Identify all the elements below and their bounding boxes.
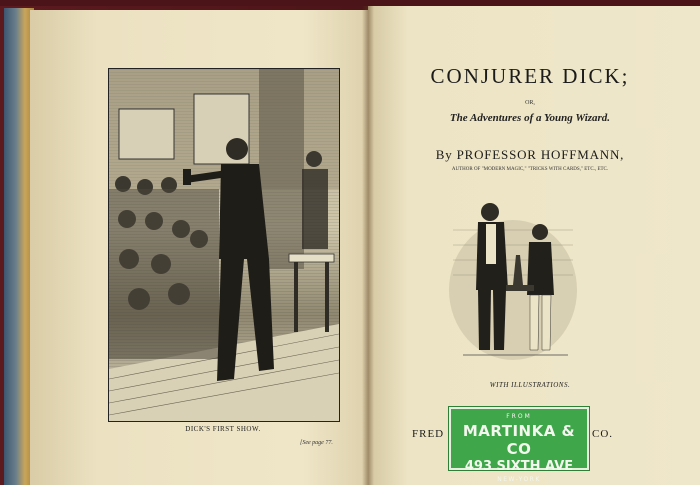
frontispiece-caption: DICK'S FIRST SHOW. [185, 425, 261, 433]
illustrations-note: WITH ILLUSTRATIONS. [489, 381, 571, 389]
page-reference: [See page 77. [300, 440, 333, 446]
title-conjunction: OR, [525, 100, 535, 106]
frontispiece-engraving [108, 68, 340, 422]
book-author: By PROFESSOR HOFFMANN, [435, 147, 625, 162]
sticker-city: NEW-YORK [497, 476, 541, 483]
dealer-sticker [449, 407, 589, 483]
sticker-from: FROM [506, 413, 532, 420]
publisher-right: CO. [592, 428, 614, 440]
author-credits: AUTHOR OF "MODERN MAGIC," "TRICKS WITH CARDS," ETC., ETC. [451, 167, 609, 172]
sticker-address: 493 SIXTH AVE [464, 459, 574, 474]
publisher-left: FRED [412, 428, 445, 440]
book-title: CONJURER DICK; [430, 64, 630, 88]
sticker-name: MARTINKA & CO [462, 422, 576, 458]
title-vignette [448, 190, 578, 365]
book-gutter [362, 6, 374, 485]
book-subtitle: The Adventures of a Young Wizard. [449, 112, 611, 124]
